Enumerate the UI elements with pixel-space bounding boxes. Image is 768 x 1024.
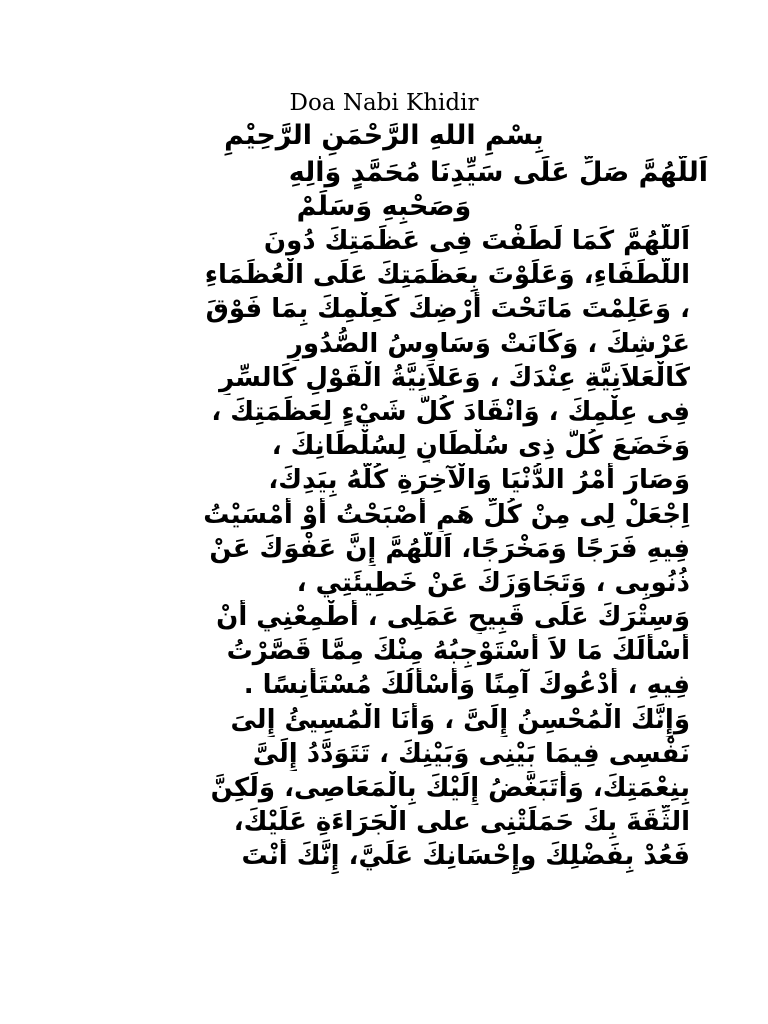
prayer-line: عَرْشِكَ ، وَكَانَتْ وَسَاوِسُ الصُّدُورِ (287, 328, 690, 359)
prayer-line: ، وَعَلِمْتَ مَاتَحْتَ أَرْضِكَ كَعِلْمِكَ بِمَا فَوْقَ (205, 294, 690, 325)
prayer-line: فَعُدْ بِفَضْلِكَ وإِحْسَانِكَ عَلَيَّ، إِنَّكَ أَنْتَ (241, 841, 690, 872)
prayer-line: اِجْعَلْ لِى مِنْ كُلِّ هَمٍ أَصْبَحْتُ أَوْ أَمْسَيْتُ (203, 499, 690, 530)
prayer-line: فِيهِ ، أَدْعُوكَ آمِنًا وَأَسْأَلُكَ مُسْتَأْنِسًا . (243, 670, 690, 701)
prayer-line: وَصَارَ أَمْرُ الدُّنْيَا وَالْآخِرَةِ كُلُّهُ بِيَدِكَ، (268, 465, 690, 496)
salawat-line: اَللَّهُمَّ صَلِّ عَلَى سَيِّدِنَا مُحَمَّدٍ وَاٰلِهِ (288, 157, 708, 188)
prayer-line: أَسْأَلَكَ مَا لاَ أَسْتَوْجِبُهُ مِنْكَ مِمَّا قَصَّرْتُ (226, 636, 690, 667)
prayer-line: وَخَضَعَ كُلُّ ذِى سُلْطَانٍ لِسُلْطَانِكَ ، (271, 431, 690, 462)
prayer-line: فِى عِلْمِكَ ، وَانْقَادَ كُلُّ شَيْءٍ لِعَظَمَتِكَ ، (211, 396, 690, 427)
prayer-line: وَسِتْرَكَ عَلَى قَبِيحِ عَمَلِى ، أَطْمِعْنِي أَنْ (216, 602, 690, 633)
prayer-line: اَللَّهُمَّ كَمَا لَطَفْتَ فِى عَظَمَتِكَ دُونَ (263, 226, 690, 256)
document-title: Doa Nabi Khidir (289, 90, 479, 116)
salawat-block (60, 156, 708, 224)
prayer-line: كَالْعَلاَنِيَّةِ عِنْدَكَ ، وَعَلاَنِيَّةُ الْقَوْلِ كَالسِّرِ (219, 362, 690, 393)
prayer-line: ذُنُوبِى ، وَتَجَاوَزَكَ عَنْ خَطِيئَتِي ، (296, 567, 690, 598)
prayer-line: الثِّقَةَ بِكَ حَمَلَتْنِى على الْجَرَاءَةِ عَلَيْكَ، (233, 807, 690, 838)
prayer-line: وَإِنَّكَ الْمُحْسِنُ إِلَىَّ ، وَأَنَا الْمُسِيئُ إِلىَ (230, 704, 690, 735)
prayer-body (90, 224, 690, 874)
salawat-line: وَصَحْبِهِ وَسَلِّمْ (296, 191, 472, 223)
prayer-line: اللُّطَفَاءِ، وَعَلَوْتَ بِعَظَمَتِكَ عَلَى الْعُظَمَاءِ (204, 260, 690, 291)
basmala-line: بِسْمِ اللهِ الرَّحْمَنِ الرَّحِيْمِ (224, 120, 544, 151)
prayer-line: نَفْسِى فِيمَا بَيْنِى وَبَيْنِكَ ، تَتَوَدَّدُ إِلَىَّ (252, 738, 690, 769)
prayer-line: بِنِعْمَتِكَ، وَأَتَبَغَّضُ إِلَيْكَ بِالْمَعَاصِى، وَلَكِنَّ (210, 773, 690, 803)
prayer-line: فِيهِ فَرَجًا وَمَخْرَجًا، اَللَّهُمَّ إِنَّ عَفْوَكَ عَنْ (209, 533, 690, 564)
